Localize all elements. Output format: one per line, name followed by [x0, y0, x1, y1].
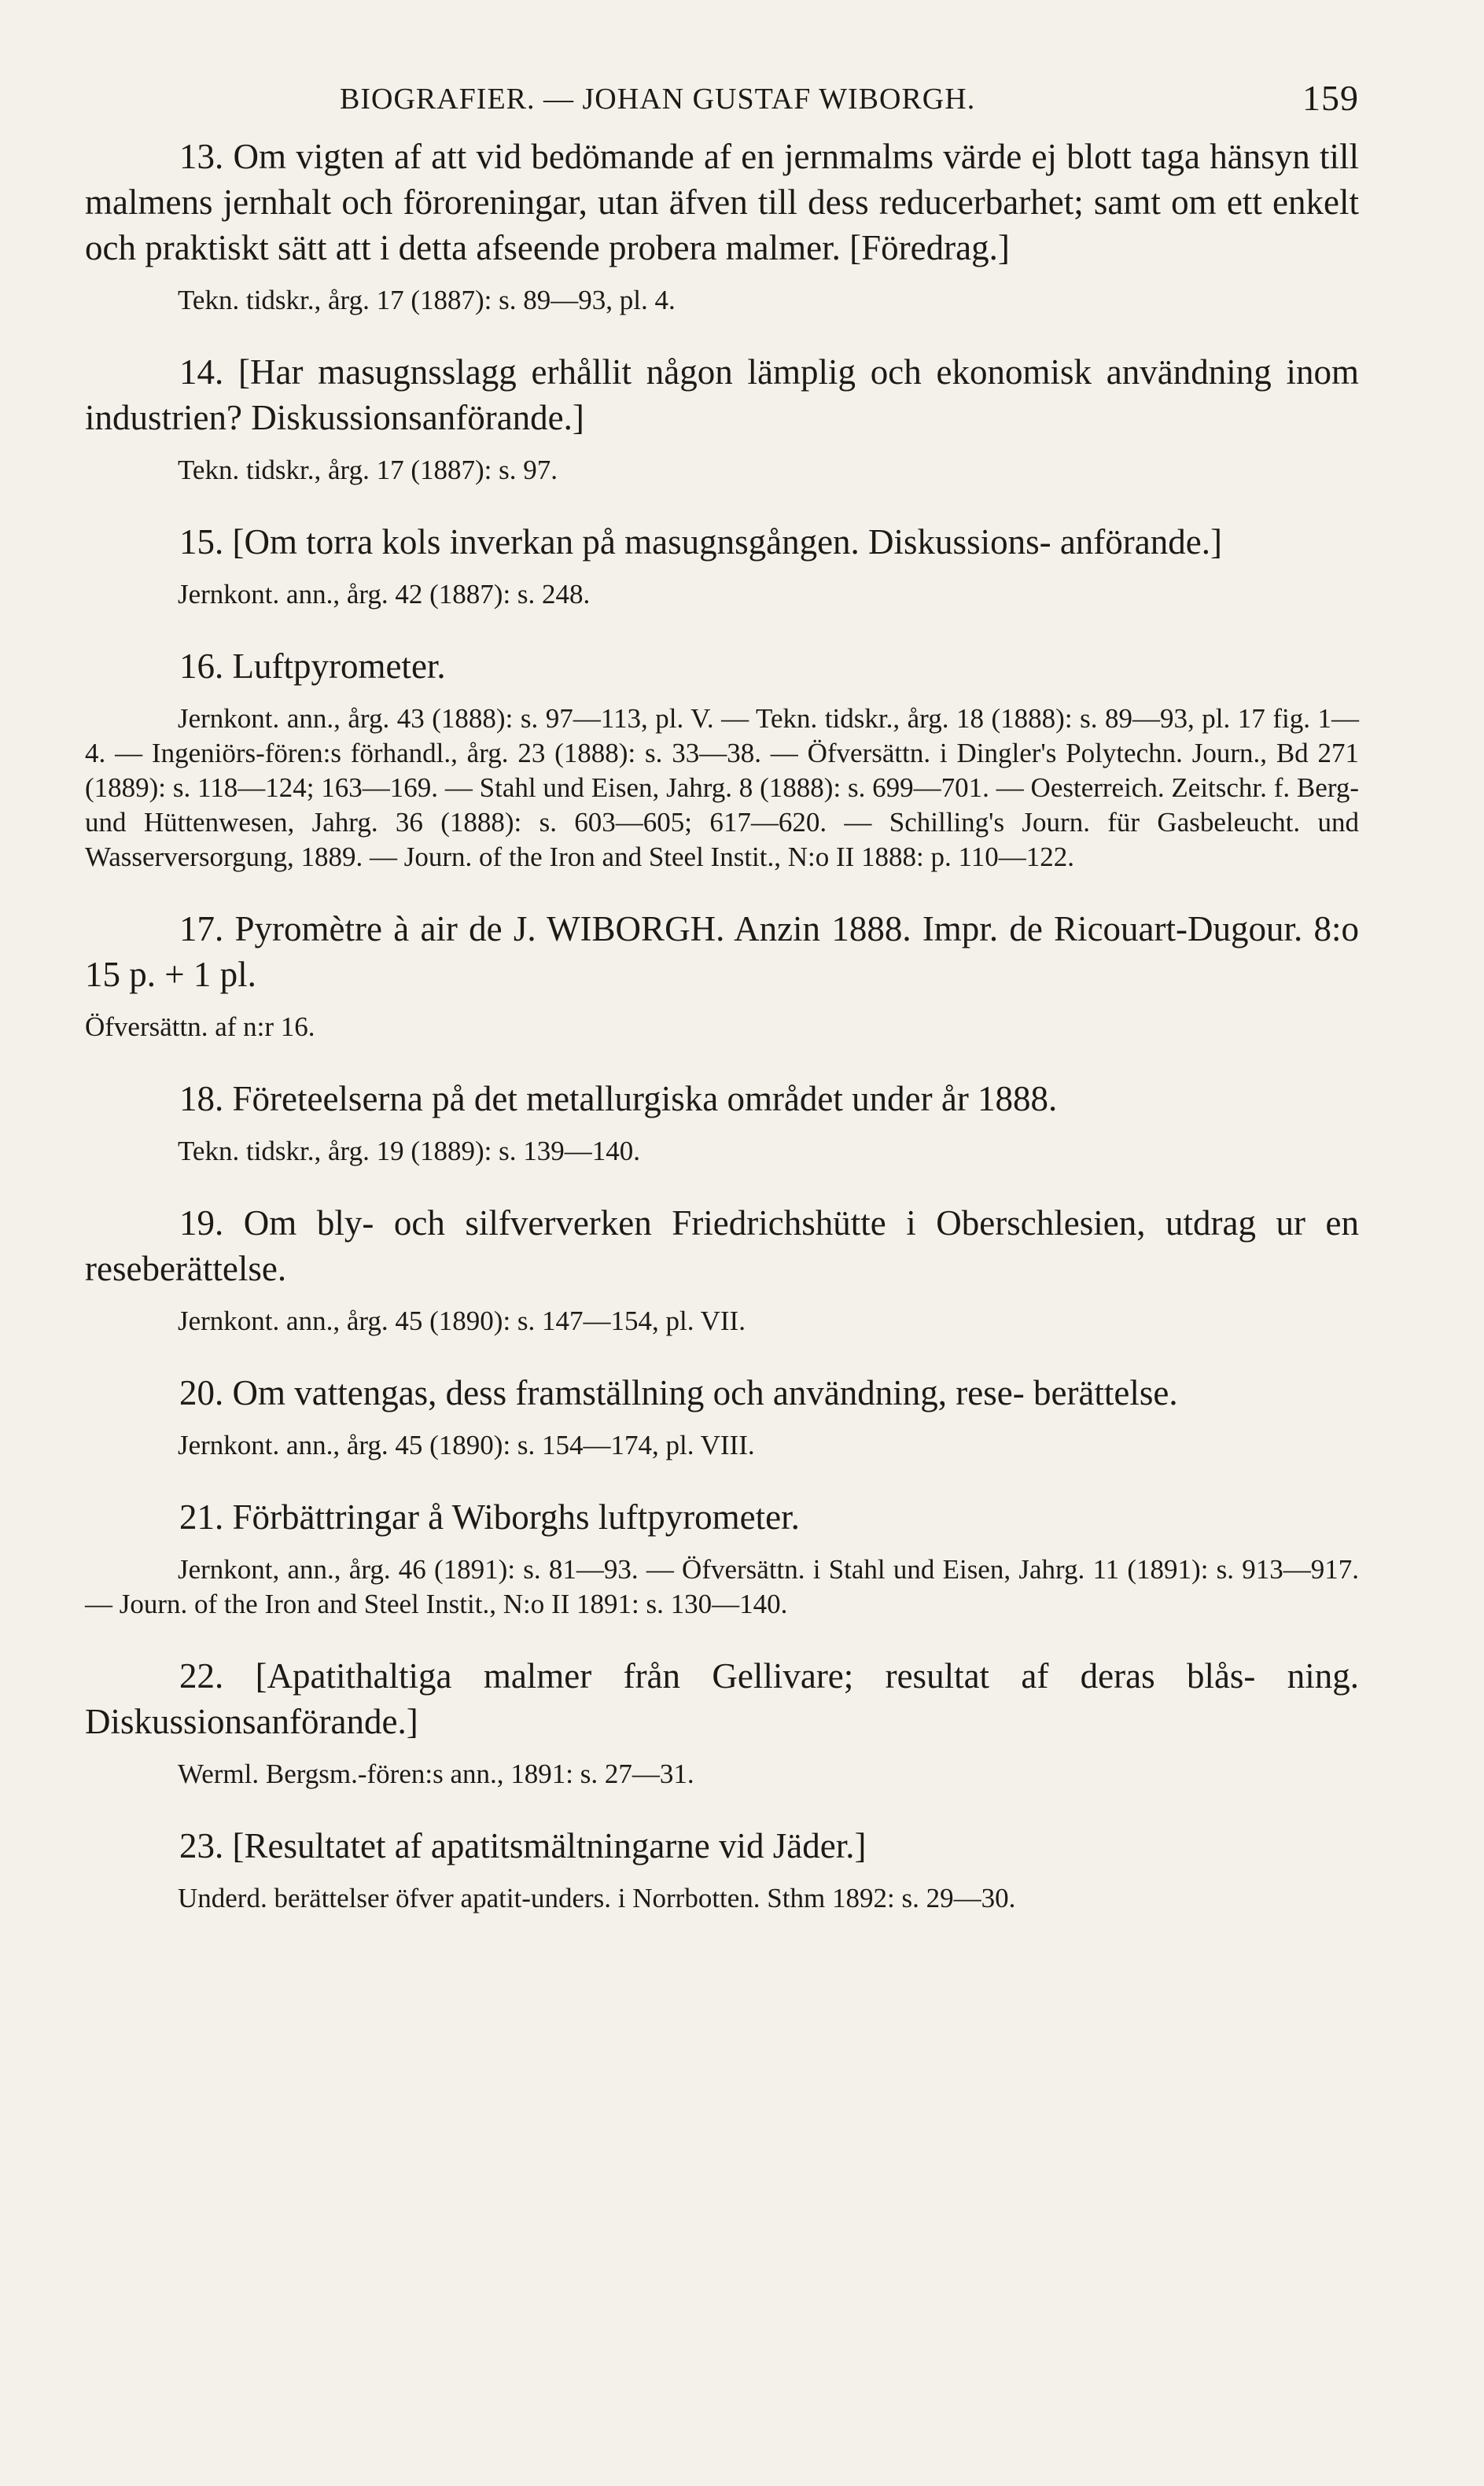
entry-title: 19. Om bly- och silfververken Friedrichshütte i Oberschlesien, utdrag ur en reseberättelse.: [85, 1203, 1359, 1288]
page-number: 159: [1302, 78, 1359, 118]
entry-title: 18. Företeelserna på det metallurgiska området under år 1888.: [179, 1079, 1058, 1118]
entry-20: [85, 1370, 1359, 1463]
entry-title: 16. Luftpyrometer.: [179, 646, 446, 686]
entry-title: 22. [Apatithaltiga malmer från Gellivare; resultat af deras blås- ning. Diskussionsanförande.]: [85, 1656, 1359, 1741]
entry-title: 23. [Resultatet af apatitsmältningarne vid Jäder.]: [179, 1826, 867, 1865]
entry-reference: Tekn. tidskr., årg. 19 (1889): s. 139—140.: [178, 1136, 640, 1166]
entry-21: [85, 1494, 1359, 1622]
entry-title: 15. [Om torra kols inverkan på masugnsgången. Diskussions- anförande.]: [179, 522, 1222, 562]
entry-13: [85, 134, 1359, 318]
entry-reference: Tekn. tidskr., årg. 17 (1887): s. 89—93, pl. 4.: [178, 285, 676, 315]
entry-reference: Jernkont. ann., årg. 43 (1888): s. 97—113, pl. V. — Tekn. tidskr., årg. 18 (1888): s. 89—93, pl. 17 fig. 1—4. — Ingeniörs-fören:s förhandl., årg. 23 (1888): s. 33—38. — Öfversättn. i Dingler's Polytechn. Journ., Bd 271 (1889): s. 118—124; 163—169. — Stahl und Eisen, Jahrg. 8 (1888): s. 699—701. — Oesterreich. Zeitschr. f. Berg- und Hüttenwesen, Jahrg. 36 (1888): s. 603—605; 617—620. — Schilling's Journ. für Gasbeleucht. und Wasserversorgung, 1889. — Journ. of the Iron and Steel Instit., N:o II 1888: p. 110—122.: [85, 703, 1359, 872]
entry-15: [85, 519, 1359, 612]
page: [85, 71, 1359, 1916]
entry-22: [85, 1653, 1359, 1792]
entry-title: 13. Om vigten af att vid bedömande af en jernmalms värde ej blott taga hänsyn till malmens jernhalt och föroreningar, utan äfven till dess reducerbarhet; samt om ett enkelt och praktiskt sätt att i detta afseende probera malmer. [Föredrag.]: [85, 137, 1359, 267]
entry-17: [85, 906, 1359, 1044]
entry-reference: Jernkont, ann., årg. 46 (1891): s. 81—93. — Öfversättn. i Stahl und Eisen, Jahrg. 11 (1891): s. 913—917. — Journ. of the Iron and Steel Instit., N:o II 1891: s. 130—140.: [85, 1554, 1359, 1619]
entry-title: 14. [Har masugnsslagg erhållit någon lämplig och ekonomisk användning inom industrien? Diskussionsanförande.]: [85, 352, 1359, 437]
entry-reference: Underd. berättelser öfver apatit-unders. i Norrbotten. Sthm 1892: s. 29—30.: [178, 1883, 1016, 1913]
entry-16: [85, 643, 1359, 875]
entry-reference: Jernkont. ann., årg. 45 (1890): s. 154—174, pl. VIII.: [178, 1430, 755, 1460]
running-header: [85, 71, 1359, 134]
entry-title: 17. Pyromètre à air de J. WIBORGH. Anzin 1888. Impr. de Ricouart-Dugour. 8:o 15 p. + 1 pl.: [85, 909, 1359, 994]
entry-14: [85, 349, 1359, 488]
running-title: BIOGRAFIER. — JOHAN GUSTAF WIBORGH.: [340, 83, 976, 116]
entry-18: [85, 1076, 1359, 1169]
entry-reference: Werml. Bergsm.-fören:s ann., 1891: s. 27—31.: [178, 1759, 694, 1789]
entry-title: 21. Förbättringar å Wiborghs luftpyrometer.: [179, 1497, 800, 1537]
entry-reference: Jernkont. ann., årg. 42 (1887): s. 248.: [178, 579, 591, 610]
entry-reference: Öfversättn. af n:r 16.: [85, 1011, 315, 1042]
entry-reference: Tekn. tidskr., årg. 17 (1887): s. 97.: [178, 455, 558, 485]
entry-23: [85, 1823, 1359, 1916]
entry-reference: Jernkont. ann., årg. 45 (1890): s. 147—154, pl. VII.: [178, 1306, 746, 1336]
entry-19: [85, 1200, 1359, 1339]
entry-title: 20. Om vattengas, dess framställning och användning, rese- berättelse.: [179, 1373, 1178, 1412]
